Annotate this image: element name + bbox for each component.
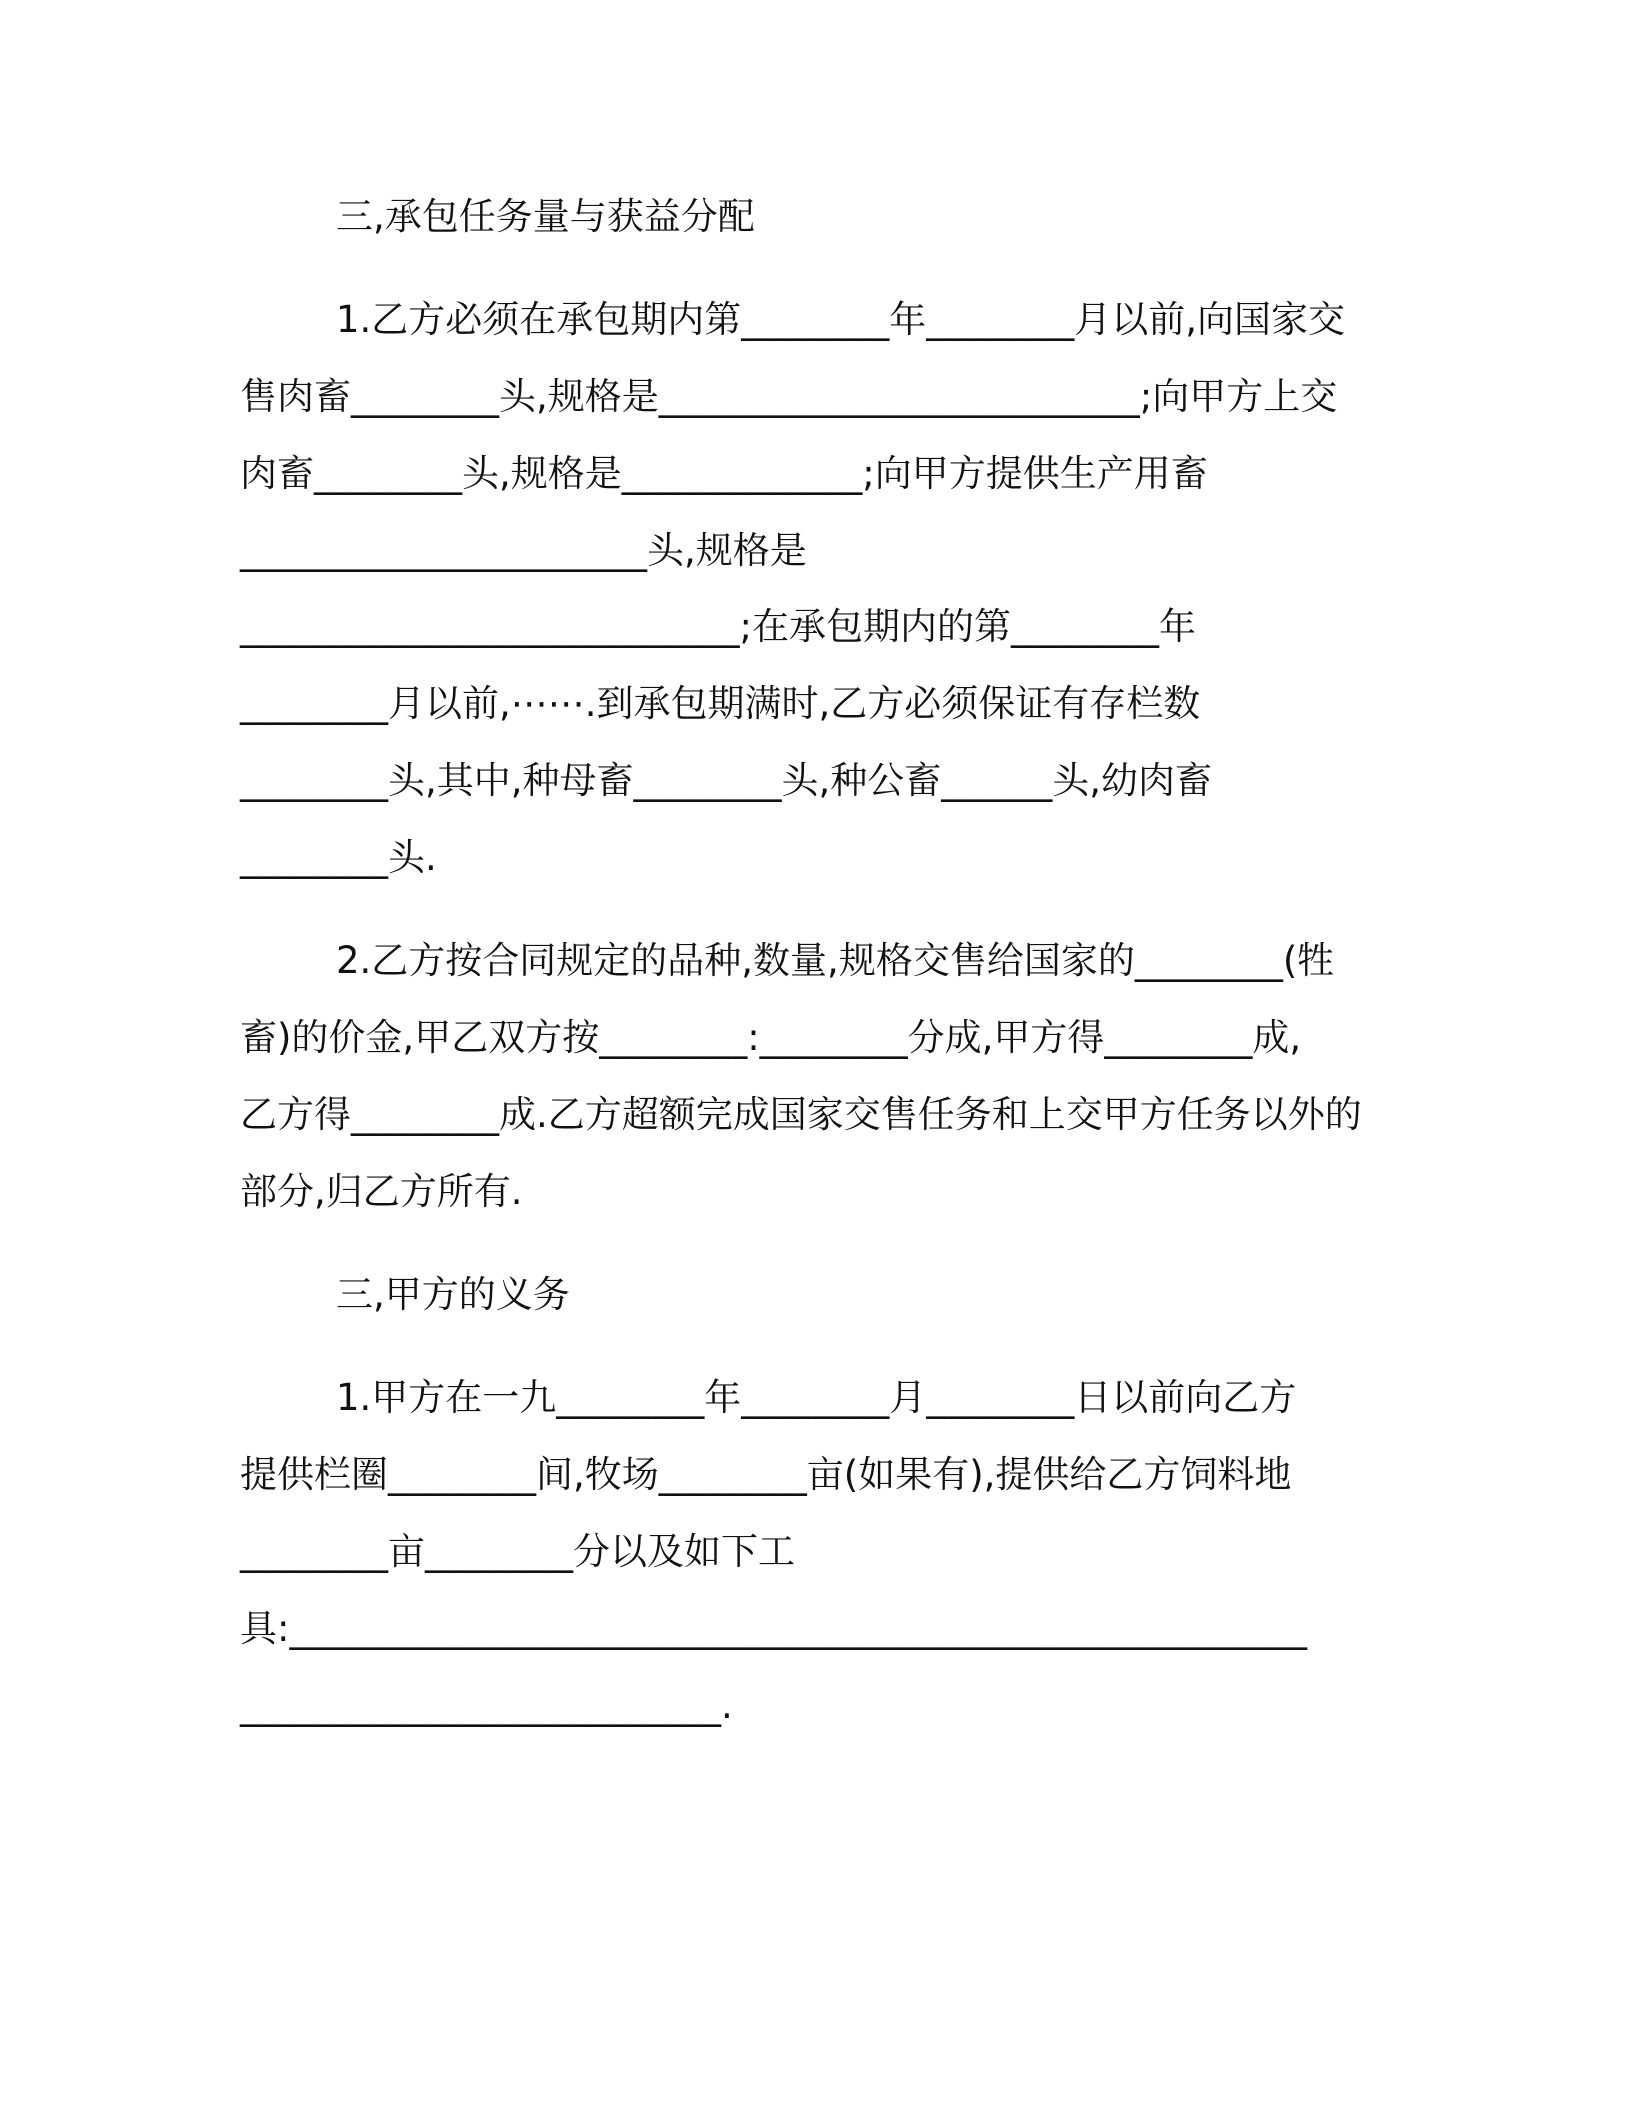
clause-3-line: __________________________. — [240, 1684, 733, 1727]
clause-2-line: 部分,归乙方所有. — [240, 1170, 523, 1213]
section-heading-party-a-obligations: 三,甲方的义务 — [336, 1273, 570, 1316]
clause-3-line: 1.甲方在一九________年________月________日以前向乙方 — [336, 1376, 1297, 1419]
clause-1-line: ___________________________;在承包期内的第________年 — [240, 605, 1196, 648]
clause-3-line: 提供栏圈________间,牧场________亩(如果有),提供给乙方饲料地 — [240, 1453, 1292, 1496]
clause-2-line: 畜)的价金,甲乙双方按________:________分成,甲方得________成, — [240, 1016, 1302, 1059]
clause-2-line: 乙方得________成.乙方超额完成国家交售任务和上交甲方任务以外的 — [240, 1093, 1362, 1136]
clause-3-line: 具:_______________________________________________________ — [240, 1607, 1307, 1650]
clause-1-line: 肉畜________头,规格是_____________;向甲方提供生产用畜 — [240, 452, 1208, 495]
clause-1-line: ______________________头,规格是 — [240, 529, 807, 572]
clause-2-line: 2.乙方按合同规定的品种,数量,规格交售给国家的________(牲 — [336, 939, 1335, 982]
clause-1-line: ________头. — [240, 836, 437, 879]
clause-1-line: ________头,其中,种母畜________头,种公畜______头,幼肉畜 — [240, 759, 1213, 802]
clause-1-line: ________月以前,⋯⋯.到承包期满时,乙方必须保证有存栏数 — [240, 682, 1201, 725]
clause-1-line: 售肉畜________头,规格是__________________________;向甲方上交 — [240, 375, 1338, 418]
clause-3-line: ________亩________分以及如下工 — [240, 1530, 795, 1573]
section-heading-benefit-distribution: 三,承包任务量与获益分配 — [336, 195, 755, 238]
clause-1-line: 1.乙方必须在承包期内第________年________月以前,向国家交 — [336, 298, 1346, 341]
